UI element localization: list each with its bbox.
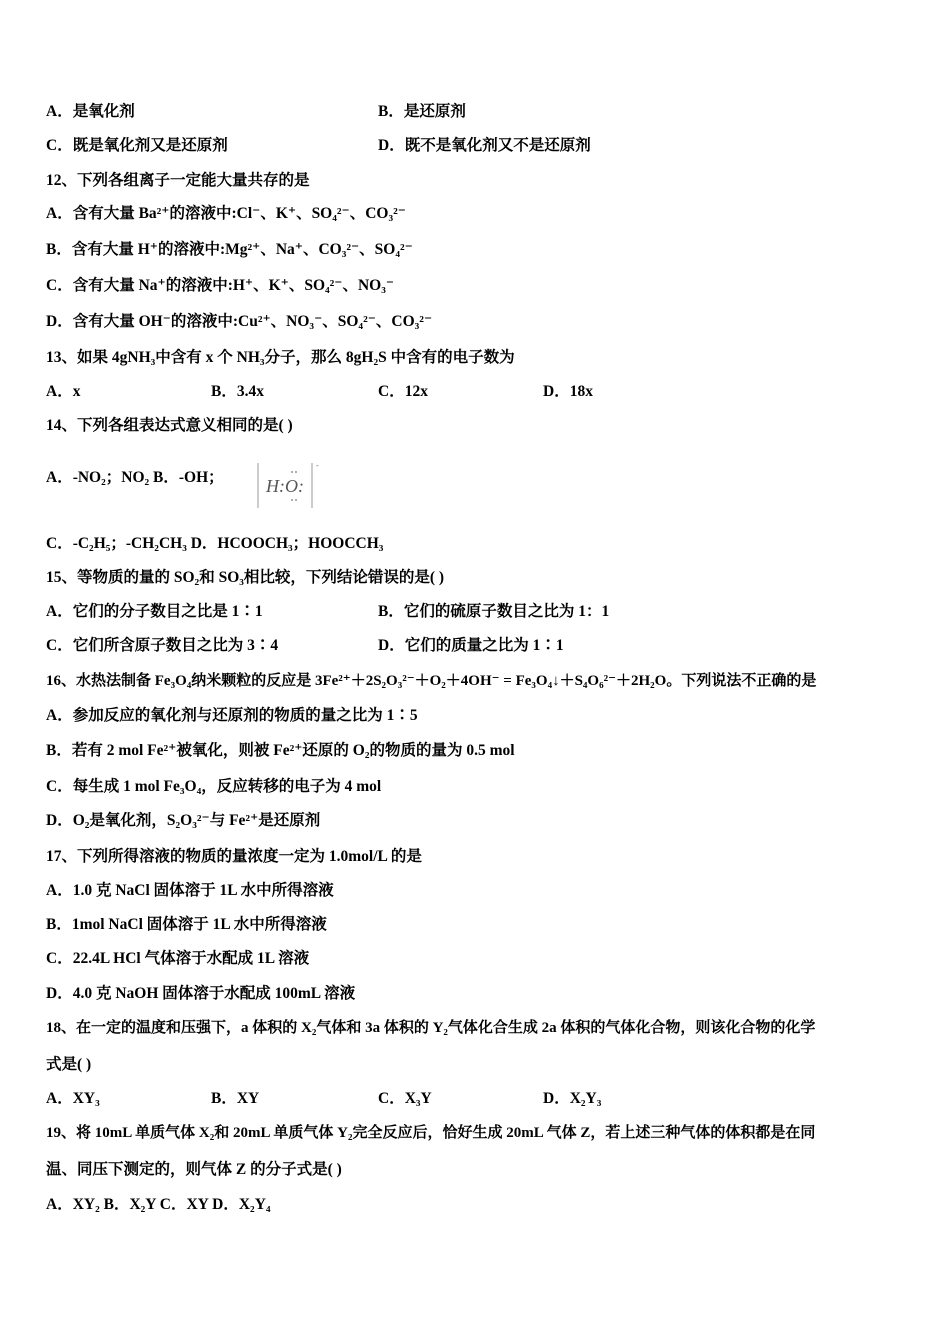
q18-option-c: C．X₃Y [378,1090,432,1107]
q15-option-b: B．它们的硫原子数目之比为 1：1 [378,603,610,620]
q17-option-d: D．4.0 克 NaOH 固体溶于水配成 100mL 溶液 [46,985,356,1002]
q12-option-c: C．含有大量 Na⁺的溶液中:H⁺、K⁺、SO₄²⁻、NO₃⁻ [46,277,395,294]
q13-option-d: D．18x [543,383,593,400]
formula-text: H:O: [266,476,304,496]
q17-option-b: B．1mol NaCl 固体溶于 1L 水中所得溶液 [46,916,327,933]
q12-option-d: D．含有大量 OH⁻的溶液中:Cu²⁺、NO₃⁻、SO₄²⁻、CO₃²⁻ [46,313,433,330]
q11-option-a: A．是氧化剂 [46,103,135,120]
q14-options-cd: C．-C₂H₅；-CH₂CH₃ D．HCOOCH₃；HOOCCH₃ [46,535,384,552]
q15-stem: 15、等物质的量的 SO₂和 SO₃相比较，下列结论错误的是( ) [46,569,445,586]
q16-stem: 16、水热法制备 Fe₃O₄纳米颗粒的反应是 3Fe²⁺＋2S₂O₃²⁻＋O₂＋4OH⁻ = Fe₃O₄↓＋S₄O₆²⁻＋2H₂O。下列说法不正确的是 [46,673,817,689]
q16-option-d: D．O₂是氧化剂，S₂O₃²⁻与 Fe²⁺是还原剂 [46,812,321,829]
q17-option-c: C．22.4L HCl 气体溶于水配成 1L 溶液 [46,950,310,967]
q19-stem-line1: 19、将 10mL 单质气体 X₂和 20mL 单质气体 Y₂完全反应后，恰好生成 20mL 气体 Z，若上述三种气体的体积都是在同 [46,1125,816,1141]
q12-option-a: A．含有大量 Ba²⁺的溶液中:Cl⁻、K⁺、SO₄²⁻、CO₃²⁻ [46,205,406,222]
electron-dot-formula [256,460,318,510]
q11-option-d: D．既不是氧化剂又不是还原剂 [378,137,591,154]
q11-option-c: C．既是氧化剂又是还原剂 [46,137,228,154]
q18-option-a: A．XY₃ [46,1090,100,1107]
q16-option-b: B．若有 2 mol Fe²⁺被氧化，则被 Fe²⁺还原的 O₂的物质的量为 0.5 mol [46,742,515,759]
q16-option-a: A．参加反应的氧化剂与还原剂的物质的量之比为 1∶5 [46,707,418,724]
q18-option-d: D．X₂Y₃ [543,1090,602,1107]
q18-option-b: B．XY [211,1090,260,1107]
q17-stem: 17、下列所得溶液的物质的量浓度一定为 1.0mol/L 的是 [46,848,422,865]
q15-option-d: D．它们的质量之比为 1∶1 [378,637,564,654]
q18-stem-line2: 式是( ) [46,1056,92,1073]
q13-option-b: B．3.4x [211,383,264,400]
q19-stem-line2: 温、同压下测定的，则气体 Z 的分子式是( ) [46,1161,342,1178]
q13-option-c: C．12x [378,383,428,400]
q11-option-b: B．是还原剂 [378,103,466,120]
q19-options: A．XY₂ B．X₂Y C．XY D．X₂Y₄ [46,1196,271,1213]
svg-text:-: - [316,461,319,470]
q17-option-a: A．1.0 克 NaCl 固体溶于 1L 水中所得溶液 [46,882,334,899]
q15-option-c: C．它们所含原子数目之比为 3∶4 [46,637,279,654]
q14-options-ab: A．-NO₂；NO₂ B．-OH； [46,469,224,486]
q14-stem: 14、下列各组表达式意义相同的是( ) [46,417,293,434]
q13-stem: 13、如果 4gNH₃中含有 x 个 NH₃分子，那么 8gH₂S 中含有的电子数为 [46,349,515,366]
q15-option-a: A．它们的分子数目之比是 1∶1 [46,603,263,620]
q12-option-b: B．含有大量 H⁺的溶液中:Mg²⁺、Na⁺、CO₃²⁻、SO₄²⁻ [46,241,413,258]
q12-stem: 12、下列各组离子一定能大量共存的是 [46,172,310,189]
q13-option-a: A．x [46,383,81,400]
q18-stem-line1: 18、在一定的温度和压强下，a 体积的 X₂气体和 3a 体积的 Y₂气体化合生成 2a 体积的气体化合物，则该化合物的化学 [46,1020,816,1036]
q16-option-c: C．每生成 1 mol Fe₃O₄，反应转移的电子为 4 mol [46,778,382,795]
